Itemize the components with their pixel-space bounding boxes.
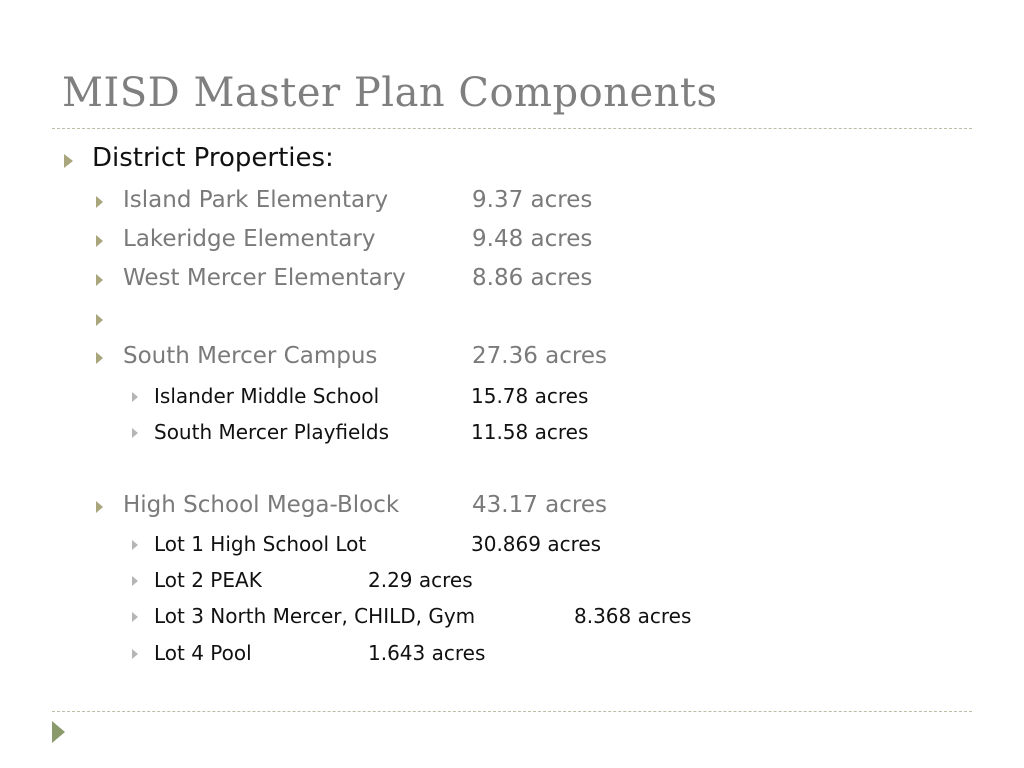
district-properties-heading: District Properties: — [92, 143, 334, 173]
property-name: Lot 3 North Mercer, CHILD, Gym — [154, 604, 476, 628]
property-acres: 9.48 acres — [472, 226, 593, 252]
property-acres: 43.17 acres — [472, 492, 607, 518]
bullet-icon — [96, 235, 103, 247]
bullet-icon — [96, 501, 103, 513]
property-name: South Mercer Campus — [123, 343, 378, 369]
bullet-icon — [132, 428, 138, 438]
slide-title: MISD Master Plan Components — [62, 70, 718, 116]
next-slide-arrow-icon[interactable] — [52, 721, 65, 743]
property-acres: 27.36 acres — [472, 343, 607, 369]
bullet-icon — [132, 576, 138, 586]
bullet-icon — [96, 274, 103, 286]
bullet-icon — [64, 154, 73, 168]
property-acres: 11.58 acres — [471, 420, 589, 444]
property-name: High School Mega-Block — [123, 492, 400, 518]
property-acres: 2.29 acres — [368, 568, 473, 592]
property-name: Lot 4 Pool — [154, 641, 252, 665]
title-divider — [52, 128, 972, 129]
property-name: Lakeridge Elementary — [123, 226, 376, 252]
property-name: Island Park Elementary — [123, 187, 389, 213]
property-acres: 8.368 acres — [574, 604, 692, 628]
bullet-icon — [132, 612, 138, 622]
property-acres: 1.643 acres — [368, 641, 486, 665]
bullet-icon — [132, 392, 138, 402]
property-acres: 8.86 acres — [472, 265, 593, 291]
property-name: Lot 2 PEAK — [154, 568, 262, 592]
property-name: West Mercer Elementary — [123, 265, 406, 291]
property-acres: 30.869 acres — [471, 532, 602, 556]
bullet-icon — [132, 649, 138, 659]
bullet-icon — [96, 314, 103, 326]
property-name: Lot 1 High School Lot — [154, 532, 367, 556]
bullet-icon — [132, 540, 138, 550]
footer-divider — [52, 711, 972, 712]
property-acres: 15.78 acres — [471, 384, 589, 408]
property-name: Islander Middle School — [154, 384, 380, 408]
property-name: South Mercer Playfields — [154, 420, 389, 444]
bullet-icon — [96, 352, 103, 364]
bullet-icon — [96, 196, 103, 208]
property-acres: 9.37 acres — [472, 187, 593, 213]
